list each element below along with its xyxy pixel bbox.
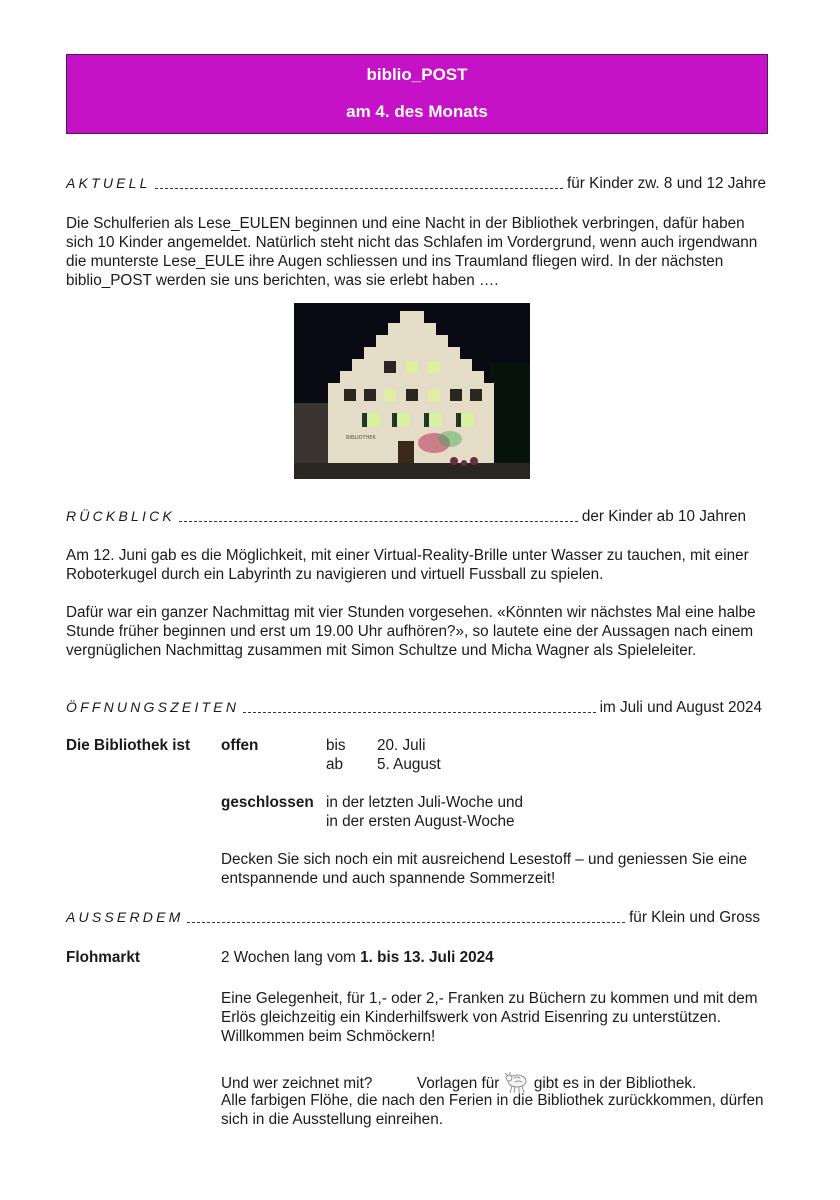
drawing-question: Und wer zeichnet mit? [221,1075,373,1092]
section-header-ausserdem [66,907,760,927]
newsletter-title: biblio_POST [366,65,468,84]
library-photo [294,303,530,479]
open-label: offen [221,737,259,754]
section-label: ÖFFNUNGSZEITEN [66,699,240,715]
svg-text:BIBLIOTHEK: BIBLIOTHEK [346,435,376,441]
rueckblick-text-2: Dafür war ein ganzer Nachmittag mit vier Stunden vorgesehen. «Könnten wir nächstes Mal eine halbe Stunde früher beginnen und erst um 19.00 Uhr aufhören?», so lautete eine der Aussagen nach einem vergnüglichen Nachmittag zusammen mit Simon Schultze und Micha Wagner als Spieleleiter. [66,604,756,659]
library-building-night-photo [294,303,530,479]
rueckblick-text-1: Am 12. Juni gab es die Möglichkeit, mit einer Virtual-Reality-Brille unter Wasser zu tauchen, mit einer Roboterkugel durch ein Labyrinth zu navigieren und virtuell Fussball zu spielen. [66,547,749,583]
section-audience: für Kinder zw. 8 und 12 Jahre [567,175,766,192]
open-row-date: 5. August [377,756,441,773]
opening-note: Decken Sie sich noch ein mit ausreichend Lesestoff – und geniessen Sie eine entspannende und auch spannende Sommerzeit! [221,851,748,887]
closed-line-2: in der ersten August-Woche [326,813,515,830]
section-audience: im Juli und August 2024 [599,699,762,716]
section-header-rueckblick [66,506,746,526]
flohmarkt-duration [221,948,494,967]
open-row-word: bis [326,737,346,754]
opening-intro: Die Bibliothek ist [66,737,191,754]
section-header-aktuell [66,173,766,193]
open-row-date: 20. Juli [377,737,426,754]
section-audience: der Kinder ab 10 Jahren [581,508,746,525]
flohmarkt-text: Eine Gelegenheit, für 1,- oder 2,- Franken zu Büchern zu kommen und mit dem Erlös gleichzeitig ein Kinderhilfswerk von Astrid Eisenring zu unterstützen. Willkommen beim Schmöckern! [221,990,758,1045]
templates-location: gibt es in der Bibliothek. [533,1075,697,1092]
duration-prefix: 2 Wochen lang vom [221,949,356,966]
section-divider [155,188,563,189]
section-audience: für Klein und Gross [629,909,760,926]
section-divider [187,922,625,923]
closed-line-1: in der letzten Juli-Woche und [326,794,523,811]
header-banner [66,54,768,134]
closed-label: geschlossen [221,794,314,811]
section-divider [179,521,578,522]
section-label: AKTUELL [66,175,151,191]
duration-dates: 1. bis 13. Juli 2024 [360,949,494,966]
open-row-word: ab [326,756,344,773]
exhibition-text: Alle farbigen Flöhe, die nach den Ferien in die Bibliothek zurückkommen, dürfen sich in die Ausstellung einreihen. [221,1092,764,1128]
section-label: RÜCKBLICK [66,508,175,524]
section-label: AUSSERDEM [66,909,184,925]
templates-label: Vorlagen für [416,1075,500,1092]
flohmarkt-title: Flohmarkt [66,949,140,966]
newsletter-subtitle: am 4. des Monats [346,102,488,121]
section-divider [243,712,595,713]
section-header-oeffnungszeiten [66,697,762,717]
aktuell-text: Die Schulferien als Lese_EULEN beginnen und eine Nacht in der Bibliothek verbringen, dafür haben sich 10 Kinder angemeldet. Natürlich steht nicht das Schlafen im Vordergrund, wenn auch irgendwann die munterste Lese_EULE ihre Augen schliessen und ins Traumland fliegen wird. In der nächsten biblio_POST werden sie uns berichten, was sie erlebt haben …. [66,215,758,289]
